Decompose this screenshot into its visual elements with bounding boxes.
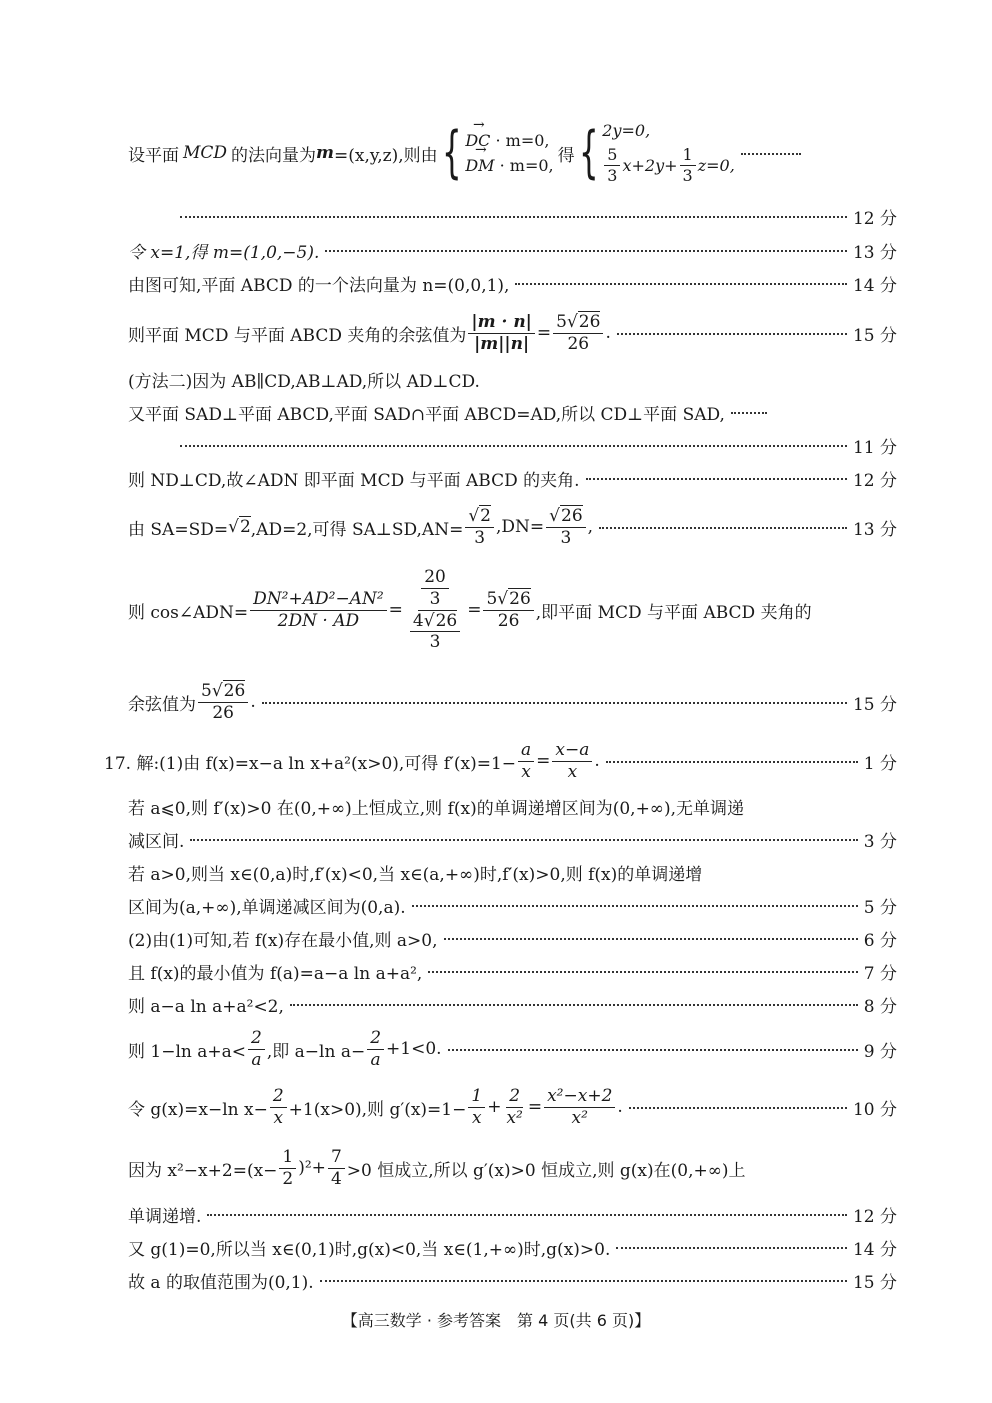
text: (2)由(1)可知,若 f(x)存在最小值,则 a>0, [128, 931, 438, 951]
line-no-decreasing [128, 827, 897, 852]
fraction: $\frac{7}{4}$ [328, 1148, 345, 1188]
text: · m=0, [495, 131, 550, 150]
score: 15 分 [852, 1273, 897, 1293]
score: 14 分 [852, 1240, 897, 1260]
text: 则 cos∠ADN= [128, 602, 249, 623]
text: = [536, 751, 551, 771]
text: 得 [557, 145, 575, 166]
dot-leader [320, 1279, 847, 1282]
dot-leader [617, 332, 847, 335]
fraction: $\frac{|m \cdot n|}{|m||n|}$ [468, 313, 534, 353]
text: 且 f(x)的最小值为 f(a)=a−a ln a+a², [128, 964, 423, 984]
text: = [536, 323, 552, 343]
fraction: $\frac{1}{2}$ [279, 1148, 296, 1188]
text: · m=0, [499, 156, 554, 175]
dot-leader [412, 904, 858, 907]
text: +1(x>0),则 g′(x)=1− [288, 1099, 467, 1120]
line-cos-adn [128, 560, 897, 660]
line-answer-range [128, 1268, 897, 1293]
text: (方法二)因为 AB∥CD,AB⊥AD,所以 AD⊥CD. [128, 372, 480, 392]
text: , [587, 517, 594, 537]
line-part2 [128, 926, 897, 951]
text: )²+ [298, 1158, 326, 1178]
text: 余弦值为 [128, 694, 196, 715]
fraction: $\frac{5√26}{26}$ [553, 313, 603, 353]
text: +1<0. [386, 1039, 442, 1059]
text: m [316, 143, 335, 163]
line-sa-sd: 由 SA=SD= √2 ,AD=2,可得 SA⊥SD,AN= $\frac{√2}{3}$ ,DN= $\frac{√26}{3}$ , 13 分 [128, 505, 897, 548]
score: 15 分 [852, 325, 897, 346]
fraction: $\frac{2}{a}$ [367, 1029, 384, 1069]
score: 13 分 [852, 243, 897, 263]
dot-leader [262, 701, 847, 704]
dot-leader [515, 282, 846, 285]
text: . [617, 1097, 623, 1117]
score: 8 分 [863, 997, 897, 1017]
score: 6 分 [863, 931, 897, 951]
text: 单调递增. [128, 1207, 202, 1227]
score: 14 分 [852, 276, 897, 296]
line-case-a-gt-0 [128, 860, 897, 885]
fraction: $\frac{5√26}{26}$ [483, 590, 533, 630]
dot-leader [599, 526, 847, 529]
dot-leader [606, 760, 858, 763]
dot-leader [586, 477, 847, 480]
line-intervals [128, 893, 897, 918]
score: 1 分 [863, 753, 897, 774]
fraction: $\frac{x-a}{x}$ [552, 741, 592, 781]
dot-leader [325, 249, 847, 252]
line-score-12a [174, 204, 897, 229]
text: 又平面 SAD⊥平面 ABCD,平面 SAD∩平面 ABCD=AD,所以 CD⊥平面 SAD, [128, 405, 725, 425]
text: x+2y+ [622, 156, 678, 175]
line-inequality [128, 992, 897, 1017]
text: 则 1−ln a+a< [128, 1041, 247, 1062]
line-g1 [128, 1235, 897, 1260]
text: 若 a⩽0,则 f′(x)>0 在(0,+∞)上恒成立,则 f(x)的单调递增区间为(0,+∞),无单调递 [128, 799, 745, 819]
fraction: $\frac{1}{x}$ [468, 1087, 485, 1127]
line-q17-part1 [104, 738, 897, 784]
line-increasing [128, 1202, 897, 1227]
fraction: $\frac{2}{x}$ [270, 1087, 287, 1127]
text: 2 [239, 517, 251, 537]
equation-system-2 [575, 121, 735, 184]
left-brace: { [441, 120, 462, 185]
text: . [594, 751, 600, 771]
dot-leader [731, 411, 767, 414]
dot-leader [616, 1246, 847, 1249]
score: 10 分 [852, 1099, 897, 1120]
text: 区间为(a,+∞),单调递减区间为(0,a). [128, 898, 406, 918]
text: 若 a>0,则当 x∈(0,a)时,f′(x)<0,当 x∈(a,+∞)时,f′(x)>0,则 f(x)的单调递增 [128, 865, 703, 885]
line-cosine-value [128, 678, 897, 726]
text: = [527, 1097, 543, 1117]
text: . [605, 323, 611, 343]
line-define-g [128, 1084, 897, 1130]
dot-leader [190, 838, 857, 841]
text: MCD [183, 143, 228, 163]
score: 13 分 [852, 519, 897, 540]
text: 2y=0, [602, 121, 651, 141]
line-min-value [128, 959, 897, 984]
fraction: $\frac{a}{x}$ [518, 741, 534, 781]
dot-leader [180, 215, 847, 218]
line-normal-vector-mcd [128, 118, 897, 188]
text: 减区间. [128, 832, 185, 852]
score: 9 分 [863, 1041, 897, 1062]
score: 3 分 [863, 832, 897, 852]
line-because [128, 1145, 897, 1191]
text: 由 SA=SD= [128, 519, 229, 540]
dot-leader [428, 970, 857, 973]
fraction: 2 a [248, 1029, 265, 1069]
text: 由图可知,平面 ABCD 的一个法向量为 n=(0,0,1), [128, 276, 510, 296]
text: ,即 a−ln a− [266, 1041, 366, 1062]
text: ,AD=2,可得 SA⊥SD,AN= [250, 519, 464, 540]
text: 则 ND⊥CD,故∠ADN 即平面 MCD 与平面 ABCD 的夹角. [128, 471, 580, 491]
left-brace: { [578, 120, 599, 185]
text: ,DN= [496, 517, 545, 537]
fraction: 5√26 26 [198, 682, 248, 722]
fraction: $\frac{\text{x²−x+2}}{\text{x²}}$ [544, 1087, 615, 1127]
text: 令 x=1,得 m=(1,0,−5). [128, 243, 320, 263]
fraction: $\frac{√2}{3}$ [465, 507, 494, 547]
equation-system-1 [438, 120, 554, 185]
dot-leader [207, 1213, 847, 1216]
line-angle-adn [128, 466, 897, 491]
fraction: $\frac{\text{DN²+AD²−AN²}}{2DN \cdot AD}$ [250, 590, 387, 630]
fraction: $\frac{1}{3}$ [680, 146, 696, 184]
text: 设平面 [128, 145, 179, 166]
vector-dm: → DM [465, 156, 494, 175]
text: = [388, 600, 403, 620]
dot-leader [629, 1106, 847, 1109]
text: ,即平面 MCD 与平面 ABCD 夹角的 [535, 602, 812, 623]
text: =(x,y,z),则由 [334, 145, 438, 166]
line-plane-sad [128, 400, 897, 425]
dot-leader [741, 152, 801, 155]
text: 令 g(x)=x−ln x− [128, 1099, 268, 1120]
fraction: $\frac{√26}{3}$ [546, 507, 585, 547]
text: = [467, 600, 482, 620]
text: 又 g(1)=0,所以当 x∈(0,1)时,g(x)<0,当 x∈(1,+∞)时,g(x)>0. [128, 1240, 611, 1260]
line-let-x1 [128, 238, 897, 263]
score: 5 分 [863, 898, 897, 918]
score: 12 分 [852, 1207, 897, 1227]
text: 17. 解:(1)由 f(x)=x−a ln x+a²(x>0),可得 f′(x)=1− [104, 753, 517, 774]
text: 则 a−a ln a+a²<2, [128, 997, 284, 1017]
score: 7 分 [863, 964, 897, 984]
text: 的法向量为 [231, 145, 317, 166]
line-score-11 [174, 433, 897, 458]
text: z=0, [697, 156, 735, 175]
score: 11 分 [852, 438, 897, 458]
line-normal-abcd [128, 271, 897, 296]
score: 12 分 [852, 209, 897, 229]
dot-leader [290, 1003, 858, 1006]
text: 则平面 MCD 与平面 ABCD 夹角的余弦值为 [128, 325, 467, 346]
dot-leader [180, 444, 847, 447]
fraction: 5 3 [604, 146, 620, 184]
line-cosine-method1 [128, 308, 897, 358]
dot-leader [444, 937, 858, 940]
text: 故 a 的取值范围为(0,1). [128, 1273, 314, 1293]
page-footer: 【高三数学 · 参考答案 第 4 页(共 6 页)】 [341, 1311, 651, 1330]
text: >0 恒成立,所以 g′(x)>0 恒成立,则 g(x)在(0,+∞)上 [346, 1160, 746, 1181]
complex-fraction: 20 3 4√26 3 [405, 568, 465, 652]
dot-leader [448, 1048, 858, 1051]
line-case-a-le-0 [128, 794, 897, 819]
text: 因为 x²−x+2=(x− [128, 1160, 278, 1181]
text: . [250, 692, 256, 712]
text: + [487, 1097, 502, 1117]
score: 15 分 [852, 694, 897, 715]
line-method2 [128, 367, 897, 392]
line-transform [128, 1026, 897, 1072]
vector-dc: → DC [465, 131, 490, 150]
fraction: $\frac{2}{\text{x²}}$ [506, 1085, 523, 1128]
score: 12 分 [852, 471, 897, 491]
